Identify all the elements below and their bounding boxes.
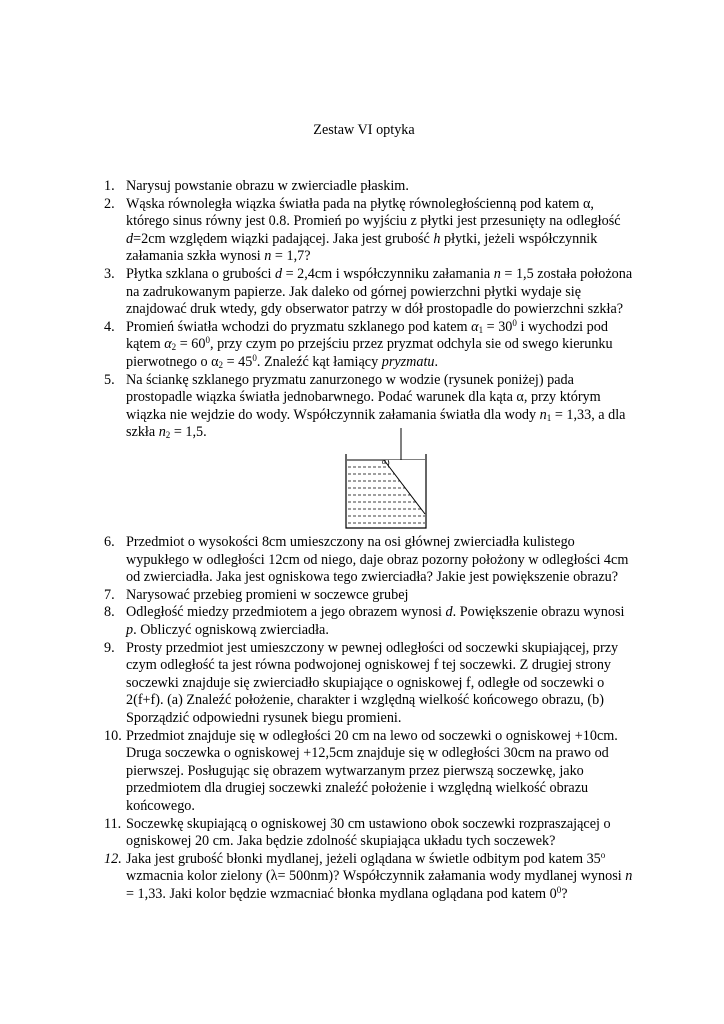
item-number: 1. bbox=[104, 178, 115, 194]
item-text: Promień światła wchodzi do pryzmatu szklanego pod katem $\alpha_1 = 30^0$ i wychodzi pod kątem $\alpha_2 = 60^0$, przy czym po przejściu przez pryzmat odchyla sie od swego kierunku pierwotnego o $\alpha_2 = 45^0$. Znaleźć kąt łamiący pryzmatu. bbox=[126, 317, 613, 370]
item-text: Wąska równoległa wiązka światła pada na płytkę równoległościenną pod katem α, którego sinus równy jest 0.8. Promień po wyjściu z płytki jest przesunięty na odległość d=2cm względem wiązki padającej. Jaka jest grubość h płytki, jeżeli współczynnik załamania szkła wynosi n = 1,7? bbox=[126, 195, 621, 265]
item-number: 7. bbox=[104, 586, 115, 603]
list-item bbox=[104, 640, 634, 728]
problem-list-bottom bbox=[104, 534, 634, 903]
list-item bbox=[104, 178, 634, 196]
list-item bbox=[104, 728, 634, 816]
list-item bbox=[104, 604, 634, 639]
item-text: Narysuj powstanie obrazu w zwierciadle płaskim. bbox=[126, 178, 409, 194]
list-item bbox=[104, 196, 634, 266]
item-text: Na ściankę szklanego pryzmatu zanurzonego w wodzie (rysunek poniżej) pada prostopadle wiązka światła jednobarwnego. Podać warunek dla kąta α, przy którym wiązka nie wejdzie do wody. Współczynnik załamania światła dla wody $n_1 = 1,33$, a dla szkła $n_2 = 1,5$. bbox=[126, 371, 626, 441]
list-item bbox=[104, 534, 634, 587]
item-number: 3. bbox=[104, 265, 115, 282]
list-item bbox=[104, 319, 634, 372]
item-number: 5. bbox=[104, 371, 115, 388]
item-number: 2. bbox=[104, 195, 115, 212]
problem-list-top bbox=[104, 178, 634, 442]
item-number: 12. bbox=[104, 850, 122, 867]
item-text: Płytka szklana o grubości d = 2,4cm i współczynniku załamania n = 1,5 została położona na zadrukowanym papierze. Jak daleko od górnej powierzchni płytki wydaje się znajdować druk wtedy, gdy obserwator patrzy w dół prostopadle do powierzchni szkła? bbox=[126, 265, 633, 318]
item-text: Przedmiot znajduje się w odległości 20 cm na lewo od soczewki o ogniskowej +10cm. Druga soczewka o ogniskowej +12,5cm znajduje się w odległości 30cm na prawo od pierwszej. Posługując się obrazem wytwarzanym przez pierwszą soczewkę, jako przedmiotem dla drugiej soczewki znaleźć położenie i względną wielkość obrazu końcowego. bbox=[126, 727, 618, 814]
item-number: 11. bbox=[104, 815, 122, 832]
item-text: Prosty przedmiot jest umieszczony w pewnej odległości od soczewki skupiającej, przy czym odległość ta jest równa podwojonej ogniskowej f tej soczewki. Z drugiej strony soczewki znajduje się zwierciadło skupiające o ogniskowej f, odległe od soczewki o 2(f+f). (a) Znaleźć położenie, charakter i względną wielkość końcowego obrazu, (b) Sporządzić odpowiedni rysunek biegu promieni. bbox=[126, 639, 619, 726]
item-text: Jaka jest grubość błonki mydlanej, jeżeli oglądana w świetle odbitym pod katem 35$^o$ wzmacnia kolor zielony (λ= 500nm)? Współczynnik załamania wody mydlanej wynosi n = 1,33. Jaki kolor będzie wzmacniać błonka mydlana oglądana pod katem $0^0$? bbox=[126, 849, 633, 902]
list-item bbox=[104, 266, 634, 319]
item-text: Soczewkę skupiającą o ogniskowej 30 cm ustawiono obok soczewki rozpraszającej o ogniskowej 20 cm. Jaka będzie zdolność skupiająca układu tych soczewek? bbox=[126, 815, 611, 850]
item-number: 8. bbox=[104, 604, 115, 621]
item-number: 4. bbox=[104, 318, 115, 335]
item-number: 9. bbox=[104, 639, 115, 656]
prism-in-water-figure bbox=[330, 426, 430, 534]
item-number: 10. bbox=[104, 727, 122, 744]
page-title: Zestaw VI optyka bbox=[313, 122, 415, 138]
item-text: Narysować przebieg promieni w soczewce grubej bbox=[126, 586, 409, 603]
list-item bbox=[104, 851, 634, 904]
item-number: 6. bbox=[104, 534, 115, 550]
item-text: Przedmiot o wysokości 8cm umieszczony na osi głównej zwierciadła kulistego wypukłego w odległości 12cm od niego, daje obraz pozorny położony w odległości 4cm od zwierciadła. Jaka jest ogniskowa tego zwierciadła? Jakie jest powiększenie obrazu? bbox=[126, 534, 629, 586]
list-item bbox=[104, 587, 634, 605]
item-text: Odległość miedzy przedmiotem a jego obrazem wynosi d. Powiększenie obrazu wynosi p. Obliczyć ogniskową zwierciadła. bbox=[126, 604, 625, 638]
list-item bbox=[104, 816, 634, 851]
angle-label: α bbox=[382, 457, 387, 466]
